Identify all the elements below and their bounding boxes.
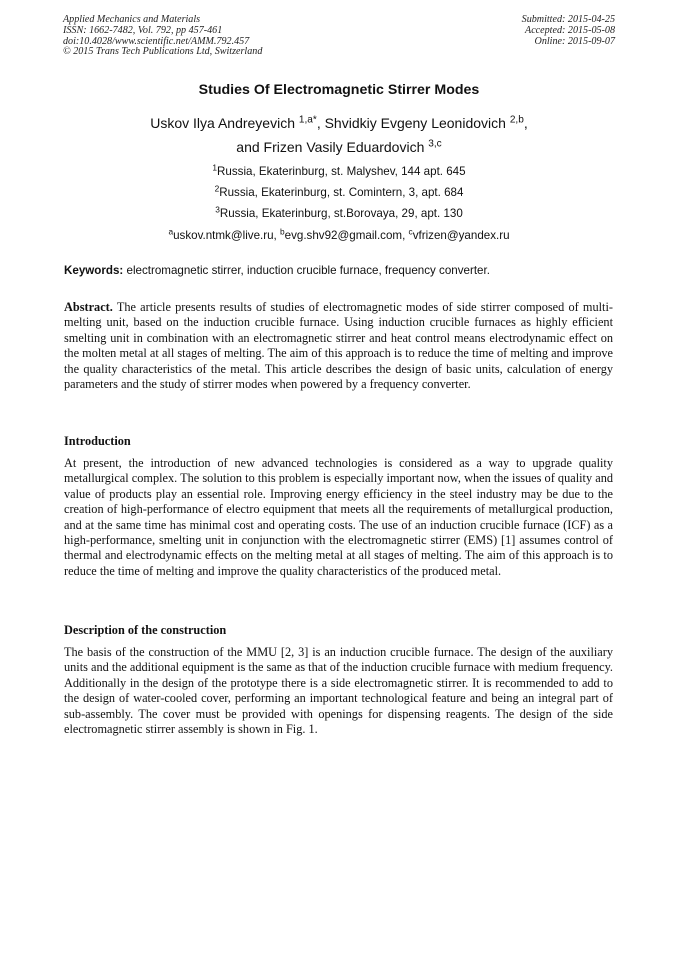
journal-doi: doi:10.4028/www.scientific.net/AMM.792.457 [63,35,250,47]
author-1-name: Uskov Ilya Andreyevich [150,115,295,131]
date-submitted: Submitted: 2015-04-25 [521,14,615,25]
affiliation-2 [0,183,678,199]
author-separator-1: , [316,115,325,131]
author-line-1 [0,115,678,131]
affiliation-3 [0,204,678,220]
journal-name: Applied Mechanics and Materials [63,14,201,25]
email-a: uskov.ntmk@live.ru, [173,229,280,242]
affiliation-1-text: Russia, Ekaterinburg, st. Malyshev, 144 apt. 645 [217,165,466,178]
keywords-text: electromagnetic stirrer, induction crucible furnace, frequency converter. [123,264,490,277]
keywords [64,264,624,277]
author-1-sup: 1,a* [298,114,317,126]
email-a-sup: a [168,226,174,237]
date-online: Online: 2015-09-07 [534,35,615,47]
email-b-sup: b [280,226,285,237]
author-2-name: Shvidkiy Evgeny Leonidovich [324,115,506,131]
author-2-sup: 2,b [509,114,524,126]
construction-heading: Description of the construction [64,623,227,637]
introduction-paragraph: At present, the introduction of new advanced technologies is considered as a way to upgrade quality metallurgical complex. The solution to this problem is especially important now, when the issues of quality and value of products play an essential role. Improving energy efficiency in the steel industry may be due to the creation of high-performance of electro equipment that meets all the requirements of metallurgical production, and at the same time has minimal cost and operating costs. The use of an induction crucible furnace (ICF) as a high-performance, smelting unit in conjunction with the electromagnetic stirrer (EMS) [1] assumes control of thermal and electrodynamic effects on the melting metal at all stages of melting. The aim of this approach is to reduce the time of melting and improve the quality characteristics of the produced metal. [64,456,613,578]
journal-copyright: © 2015 Trans Tech Publications Ltd, Switzerland [63,46,263,58]
affiliation-3-sup: 3 [215,204,220,215]
abstract-label: Abstract. [64,300,113,314]
author-emails [0,226,678,242]
affiliation-3-text: Russia, Ekaterinburg, st.Borovaya, 29, apt. 130 [219,207,463,220]
abstract-text: The article presents results of studies of electromagnetic modes of side stirrer composed of multi-melting unit, based on the induction crucible furnace. Using induction crucible furnaces as highly efficient smelting unit in combination with an electromagnetic stirrer and heat control means electrodynamic effect on the molten metal at all stages of melting. The aim of this approach is to reduce the time of melting and improve the quality characteristics of the metal. This article describes the design of basic units, calculation of energy parameters and the study of stirrer modes when powered by a frequency converter. [64,300,613,392]
author-separator-2: , [523,115,528,131]
affiliation-1-sup: 1 [212,162,218,173]
author-3-prefix: and [236,139,264,155]
affiliation-2-text: Russia, Ekaterinburg, st. Comintern, 3, apt. 684 [219,186,464,199]
affiliation-1 [0,162,678,178]
submission-dates [522,15,615,47]
abstract [64,300,613,392]
affiliation-2-sup: 2 [214,183,220,194]
introduction-heading: Introduction [64,434,131,448]
email-c: vfrizen@yandex.ru [412,229,510,242]
author-3-sup: 3,c [428,138,442,150]
keywords-label: Keywords: [64,264,124,277]
journal-issn: ISSN: 1662-7482, Vol. 792, pp 457-461 [63,24,223,36]
email-b: evg.shv92@gmail.com, [284,229,409,242]
author-line-2 [0,139,678,155]
date-accepted: Accepted: 2015-05-08 [525,24,615,36]
construction-paragraph: The basis of the construction of the MMU [2, 3] is an induction crucible furnace. The design of the auxiliary units and the additional equipment is the same as that of the induction crucible furnace with medium frequency. Additionally in the design of the prototype there is a side electromagnetic stirrer. It is recommended to add to the design of water-cooled cover, performing an important technological feature and being an integral part of sub-assembly. The cover must be provided with openings for dispensing reagents. The design of the side electromagnetic stirrer assembly is shown in Fig. 1. [64,645,613,737]
author-3-name: Frizen Vasily Eduardovich [263,139,425,155]
journal-info [63,15,262,58]
paper-title: Studies Of Electromagnetic Stirrer Modes [198,82,480,98]
email-c-sup: c [408,226,413,237]
